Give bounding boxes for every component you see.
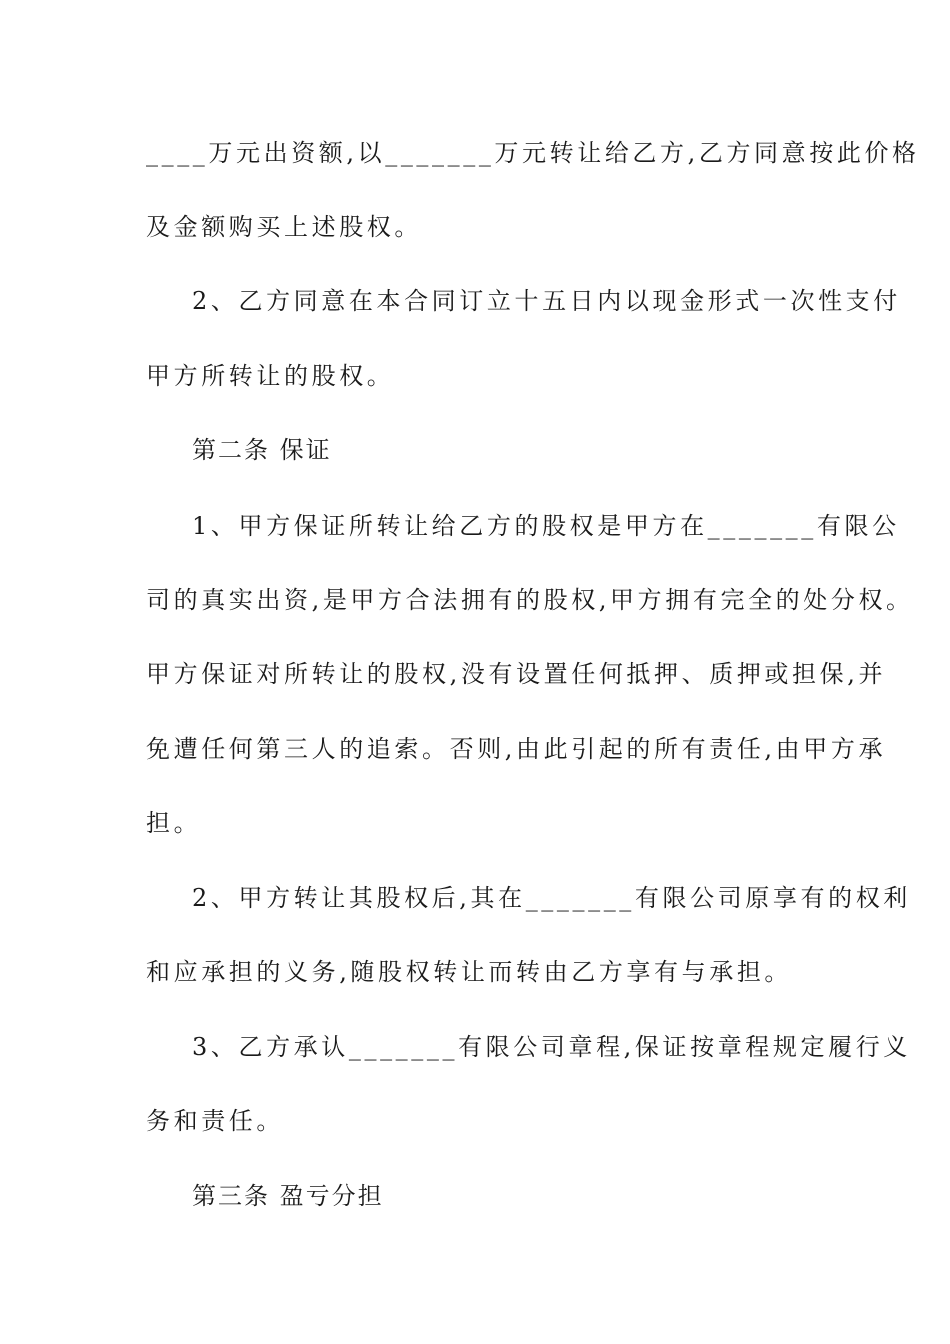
paragraph-line: 1、甲方保证所转让给乙方的股权是甲方在_______有限公 (192, 512, 900, 540)
paragraph-line: 司的真实出资,是甲方合法拥有的股权,甲方拥有完全的处分权。 (146, 586, 914, 614)
paragraph-line: 甲方所转让的股权。 (146, 362, 395, 390)
paragraph-line: 甲方保证对所转让的股权,没有设置任何抵押、质押或担保,并 (146, 660, 887, 688)
section-heading: 第二条 保证 (192, 436, 332, 464)
paragraph-line: 3、乙方承认_______有限公司章程,保证按章程规定履行义 (192, 1033, 911, 1061)
paragraph-line: 2、甲方转让其股权后,其在_______有限公司原享有的权利 (192, 884, 911, 912)
paragraph-line: ____万元出资额,以_______万元转让给乙方,乙方同意按此价格 (146, 139, 920, 167)
paragraph-line: 务和责任。 (146, 1107, 284, 1135)
paragraph-line: 及金额购买上述股权。 (146, 213, 422, 241)
paragraph-line: 免遭任何第三人的追索。否则,由此引起的所有责任,由甲方承 (146, 735, 887, 763)
section-heading: 第三条 盈亏分担 (192, 1182, 384, 1210)
paragraph-line: 担。 (146, 809, 202, 837)
paragraph-line: 和应承担的义务,随股权转让而转由乙方享有与承担。 (146, 958, 793, 986)
paragraph-line: 2、乙方同意在本合同订立十五日内以现金形式一次性支付 (192, 287, 901, 315)
